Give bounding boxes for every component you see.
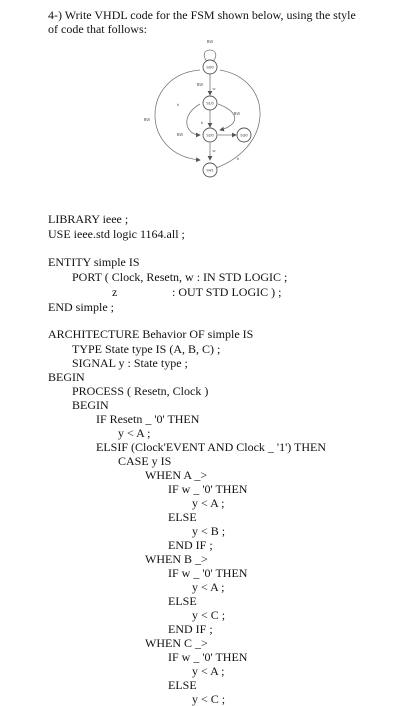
code-line: y < B ; [192, 524, 226, 538]
code-line: SIGNAL y : State type ; [72, 356, 188, 370]
edge-label-s2-s0b: b [200, 120, 204, 125]
code-line: PORT ( Clock, Resetn, w : IN STD LOGIC ; [72, 270, 288, 284]
code-line: USE ieee.std logic 1164.all ; [48, 227, 185, 241]
code-line: ELSE [168, 678, 197, 692]
code-line: z [112, 285, 118, 299]
code-line: END IF ; [168, 622, 213, 636]
code-line: WHEN C _> [145, 636, 208, 650]
state-s4-label: S4/1 [206, 168, 214, 173]
state-s3-label: S3/0 [240, 133, 248, 138]
code-line: WHEN B _> [145, 552, 208, 566]
code-line: PROCESS ( Resetn, Clock ) [72, 384, 209, 398]
question-line-2: of code that follows: [48, 22, 147, 36]
code-line: y < C ; [192, 608, 226, 622]
edge-label-s2w: w [212, 148, 216, 153]
code-line: IF w _ '0' THEN [168, 650, 248, 664]
code-line: LIBRARY ieee ; [48, 212, 129, 226]
transition-outer-left [155, 70, 200, 160]
code-line: y < A ; [192, 496, 225, 510]
edge-label-s2-left: B̅W̅ [176, 132, 184, 137]
code-line: ELSIF (Clock'EVENT AND Clock _ '1') THEN [96, 440, 327, 454]
code-line: ENTITY simple IS [48, 255, 140, 269]
code-line: IF w _ '0' THEN [168, 482, 248, 496]
code-line: TYPE State type IS (A, B, C) ; [72, 342, 221, 356]
transition-inner-left [187, 104, 200, 135]
code-line: y < C ; [192, 692, 226, 706]
state-s0-label: S0/0 [206, 65, 214, 70]
code-line: ELSE [168, 510, 197, 524]
edge-label-top: B̅W̅ [206, 39, 214, 44]
code-line: IF Resetn _ '0' THEN [96, 412, 200, 426]
edge-label-right-bw: B̅W̅ [233, 111, 241, 116]
edge-label-left-outer: B̅W̅ [143, 117, 151, 122]
edge-label-s1w: w [212, 86, 216, 91]
code-line: BEGIN [72, 398, 109, 412]
question-line-1: 4-) Write VHDL code for the FSM shown below, using the style [48, 8, 356, 22]
transition-inner-right [218, 104, 235, 130]
code-line: ARCHITECTURE Behavior OF simple IS [48, 327, 254, 341]
code-line: ELSE [168, 594, 197, 608]
edge-label-s3b: b [176, 102, 180, 107]
code-line: END simple ; [48, 300, 114, 314]
code-line: BEGIN [48, 370, 85, 384]
code-line: IF w _ '0' THEN [168, 566, 248, 580]
state-s2-label: S2/0 [206, 133, 214, 138]
transition-outer-right [210, 70, 260, 170]
code-line: CASE y IS [118, 454, 172, 468]
code-line: y < A ; [192, 664, 225, 678]
edge-label-s0s1: B̅W̅ [196, 82, 204, 87]
code-line: END IF ; [168, 538, 213, 552]
edge-label-right-b: b [236, 156, 240, 161]
code-line: : OUT STD LOGIC ) ; [172, 285, 282, 299]
code-line: y < A ; [192, 580, 225, 594]
code-line: y < A ; [118, 426, 151, 440]
fsm-diagram [0, 0, 408, 200]
state-s1-label: S1/0 [206, 101, 214, 106]
code-line: WHEN A _> [145, 468, 208, 482]
